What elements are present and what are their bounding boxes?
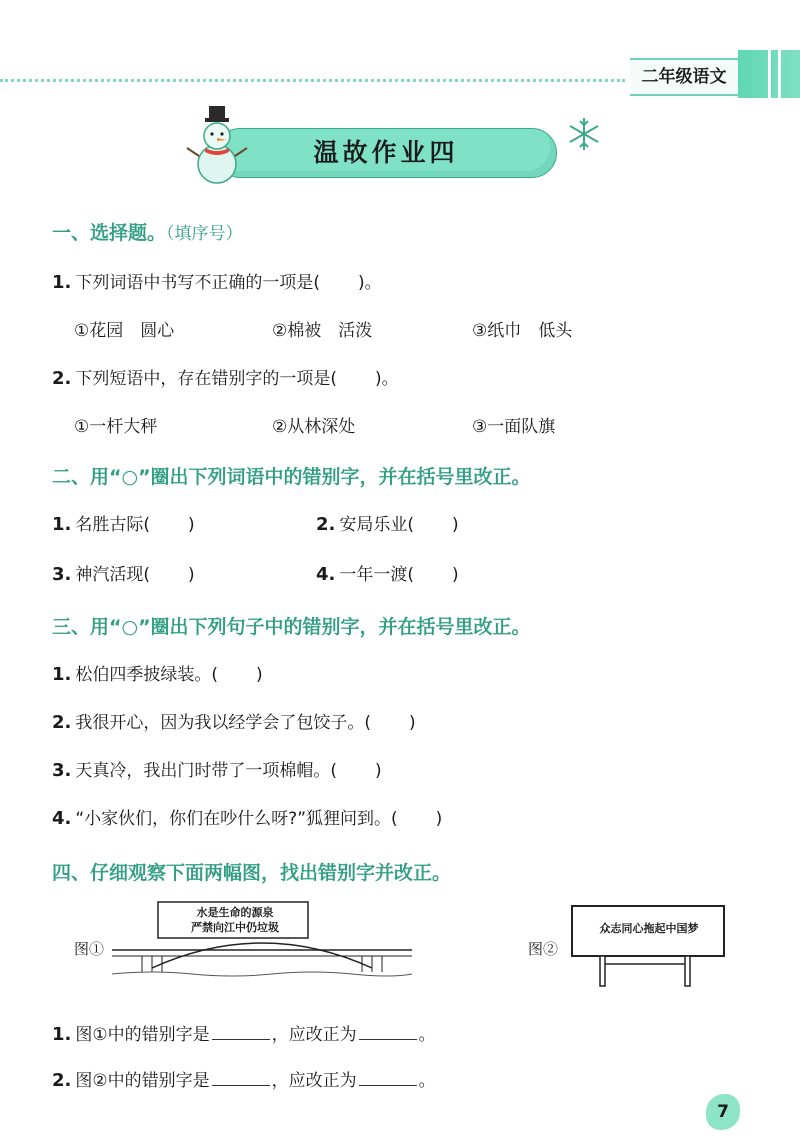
bridge-sign-line-2: 严禁向江中仍垃圾 [191,921,279,934]
question-text: 松伯四季披绿装。( [75,665,219,685]
question-number: 2. [52,712,72,733]
question-number: 3. [52,564,72,585]
question-text: 下列短语中，存在错别字的一项是( [75,369,338,389]
question-text: 名胜古际( [75,515,151,535]
section-heading-text: 一、选择题。 [52,222,167,244]
question-s4-2 [52,1066,436,1091]
picture-2-label: 图② [528,940,559,958]
question-text: 神汽活现( [75,565,151,585]
section-heading-sub: （填序号） [166,224,243,244]
question-end: ) [256,665,263,685]
question-end: ) [188,565,195,585]
question-number: 2. [52,1070,72,1091]
question-s1-1 [52,268,382,293]
page-title: 温故作业四 [215,128,557,178]
option-s1-1-c: ③纸巾 低头 [472,321,573,341]
picture-1-label: 图① [74,940,105,958]
question-text: 安局乐业( [339,515,415,535]
question-s2-4 [316,560,459,585]
answer-blank[interactable] [212,1084,270,1086]
question-s3-4 [52,804,442,829]
option-s1-1-a: ①花园 圆心 [74,321,175,341]
option-s1-1-b: ②棉被 活泼 [272,321,373,341]
question-text: 一年一渡( [339,565,415,585]
section-heading-1 [52,218,243,245]
question-end: ) [188,515,195,535]
question-number: 2. [52,368,72,389]
header-dotted-line [0,79,625,82]
page-number: 7 [706,1094,740,1130]
question-s3-2 [52,708,416,733]
snowflake-icon [566,116,602,152]
section-heading-2: 二、用“○”圈出下列词语中的错别字，并在括号里改正。 [52,466,531,488]
question-text: ，应改正为 [271,1025,357,1045]
question-text: 下列词语中书写不正确的一项是( [75,273,321,293]
section-heading-4: 四、仔细观察下面两幅图，找出错别字并改正。 [52,862,452,884]
option-s1-2-a: ①一杆大秤 [74,417,158,437]
question-s3-3 [52,756,382,781]
question-s2-2 [316,510,459,535]
question-text: ，应改正为 [271,1071,357,1091]
question-number: 2. [316,514,336,535]
question-end: ) [452,565,459,585]
question-s2-3 [52,560,195,585]
bridge-sign-line-1: 水是生命的源泉 [196,906,274,919]
question-end: )。 [358,273,382,293]
grade-tab-decoration [738,50,800,98]
billboard-sign: 众志同心拖起中国梦 [599,922,699,935]
grade-label: 二年级语文 [630,58,738,96]
option-s1-2-b: ②从林深处 [272,417,356,437]
question-end: 。 [418,1025,436,1045]
question-number: 1. [52,514,72,535]
question-text: 我很开心，因为我以经学会了包饺子。( [75,713,372,733]
question-text: 图①中的错别字是 [75,1025,210,1045]
question-end: ) [375,761,382,781]
question-number: 3. [52,760,72,781]
question-s4-1 [52,1020,436,1045]
question-end: )。 [375,369,399,389]
question-end: 。 [418,1071,436,1091]
snowman-icon [185,104,249,186]
question-text: 天真冷，我出门时带了一项棉帽。( [75,761,338,781]
question-number: 1. [52,664,72,685]
question-number: 4. [316,564,336,585]
bridge-sign [160,905,310,935]
billboard-illustration [570,904,730,988]
question-end: ) [452,515,459,535]
option-s1-2-c: ③一面队旗 [472,417,556,437]
section-heading-3: 三、用“○”圈出下列句子中的错别字，并在括号里改正。 [52,616,531,638]
question-number: 1. [52,1024,72,1045]
question-number: 4. [52,808,72,829]
answer-blank[interactable] [359,1038,417,1040]
answer-blank[interactable] [212,1038,270,1040]
question-end: ) [435,809,443,829]
answer-blank[interactable] [359,1084,417,1086]
question-s1-2 [52,364,399,389]
question-text: 图②中的错别字是 [75,1071,210,1091]
question-text: “小家伙们，你们在吵什么呀?”狐狸问到。( [75,809,398,829]
question-s3-1 [52,660,263,685]
question-s2-1 [52,510,195,535]
question-number: 1. [52,272,72,293]
question-end: ) [409,713,416,733]
